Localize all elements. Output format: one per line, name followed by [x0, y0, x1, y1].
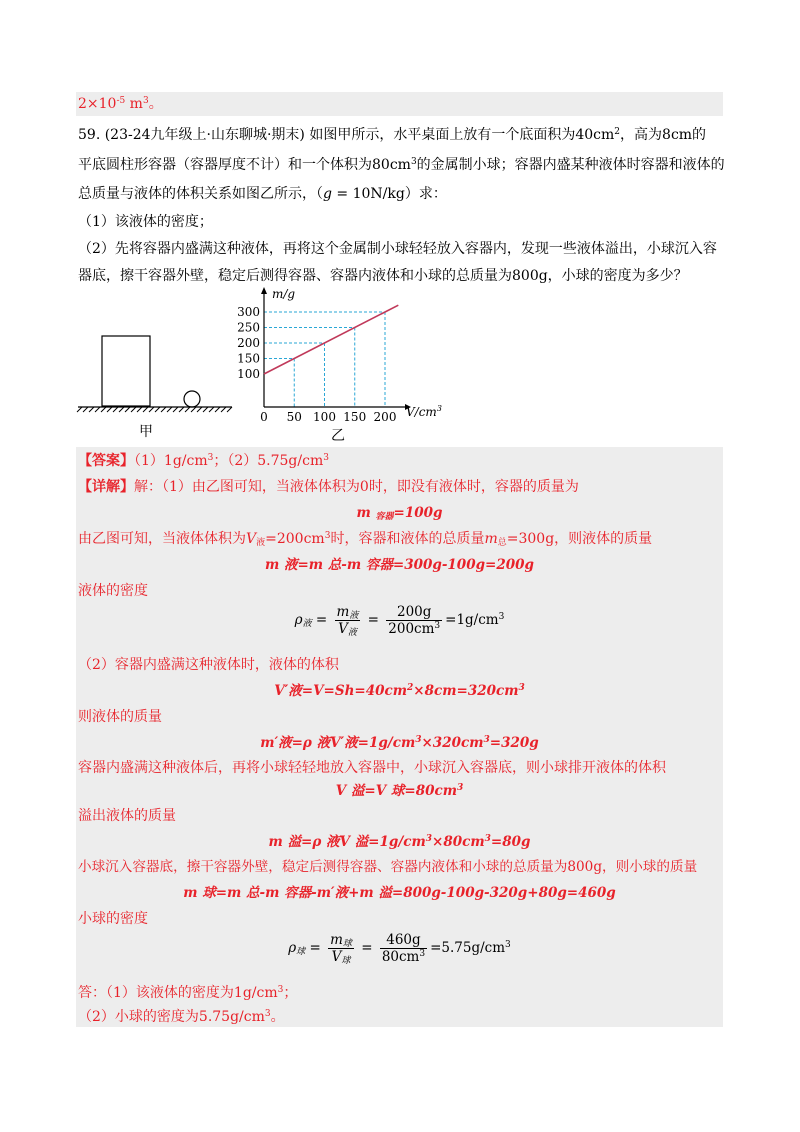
question-sub-1: （1）该液体的密度；	[78, 214, 213, 230]
detail-line-1: 【详解】解：（1）由乙图可知，当液体体积为0时，即没有液体时，容器的质量为	[78, 479, 579, 495]
density-formula-liquid: $\rho_液$ = $\frac{m_液}{V_液}$ = $\frac{200g}{200cm^3}$ $=1g/cm^3$	[294, 604, 505, 638]
answer-line: 【答案】$(1)1g/cm^3$；$(2)5.75g/cm^3$	[78, 453, 329, 469]
equation-full-volume: V′液$=V=Sh=40cm^2\times 8cm=320cm^3$	[274, 683, 525, 699]
x-tick-label: 50	[286, 410, 302, 424]
previous-answer-tail: $2\times 10^{-5}$ $m^3$。	[78, 96, 163, 112]
question-sub-2-line-1: （2）先将容器内盛满这种液体，再将这个金属制小球轻轻放入容器内，发现一些液体溢出，小球沉入容	[78, 241, 717, 257]
question-sub-2-line-2: 器底，擦干容器外壁，稳定后测得容器、容器内液体和小球的总质量为800g，小球的密度为多少？	[78, 268, 688, 284]
fraction-symbolic: $\frac{m_液}{V_液}$	[336, 604, 359, 638]
chart-ylabel: m/g	[272, 287, 296, 301]
rho-symbol: $\rho_球$	[288, 940, 306, 957]
y-tick-label: 300	[237, 305, 260, 319]
y-tick-label: 200	[237, 336, 260, 350]
y-tick-label: 250	[237, 320, 260, 335]
equation-overflow-volume: V 溢=V 球$=80cm^3$	[335, 783, 464, 799]
fraction-numeric: $\frac{200g}{200cm^3}$	[388, 604, 441, 637]
equation-overflow-mass: m 溢=ρ 液V 溢$=1g/cm^3\times 80cm^3=80g$	[268, 834, 531, 850]
detail-line-3: 液体的密度	[78, 583, 148, 599]
detail-line-4: （2）容器内盛满这种液体时，液体的体积	[78, 657, 339, 673]
fraction-symbolic: $\frac{m_球}{V_球}$	[330, 932, 352, 966]
detail-line-6: 容器内盛满这种液体后，再将小球轻轻地放入容器中，小球沉入容器底，则小球排开液体的体积	[78, 760, 666, 776]
chart-xlabel: $V/cm^3$	[406, 404, 442, 419]
container-shape	[102, 336, 150, 406]
figure-yi-chart	[230, 280, 442, 450]
final-answer-1: 答：（1）该液体的密度为$1g/cm^3$；	[78, 985, 298, 1001]
x-tick-label: 100	[313, 410, 336, 424]
detail-line-2: 由乙图可知，当液体体积为$V_液=200cm^3$时，容器和液体的总质量$m_总=300g$，则液体的质量	[78, 531, 653, 548]
x-tick-label: 200	[373, 410, 397, 424]
question-line-2: 平底圆柱形容器（容器厚度不计）和一个体积为$80cm^3$的金属制小球；容器内盛某种液体时容器和液体的	[78, 157, 725, 173]
question-line-1: 59. (23-24九年级上·山东聊城·期末) 如图甲所示，水平桌面上放有一个底面积为$40cm^2$，高为8cm的	[78, 127, 707, 143]
ball-shape	[184, 391, 200, 407]
density-formula-ball: $\rho_球$ = $\frac{m_球}{V_球}$ = $\frac{460g}{80cm^3}$ $=5.75g/cm^3$	[288, 932, 511, 966]
equation-container-mass: m $_{容器}$=100g	[356, 505, 443, 522]
final-answer-2: （2）小球的密度为$5.75g/cm^3$。	[78, 1009, 285, 1025]
detail-line-8: 小球沉入容器底，擦干容器外壁，稳定后测得容器、容器内液体和小球的总质量为800g，则小球的质量	[78, 859, 698, 875]
equation-liquid-mass: m 液=m 总-m 容器=300g-100g=200g	[265, 557, 534, 573]
detail-line-7: 溢出液体的质量	[78, 808, 176, 824]
figure-jia	[74, 330, 244, 440]
fraction-numeric: $\frac{460g}{80cm^3}$	[381, 932, 426, 965]
detail-line-5: 则液体的质量	[78, 709, 162, 725]
x-tick-label: 150	[343, 410, 367, 424]
figure-yi-label: 乙	[331, 428, 345, 444]
previous-answer-strip	[76, 92, 723, 116]
y-axis-arrow	[261, 287, 267, 294]
equation-full-liquid-mass: m′液=ρ 液V′液$=1g/cm^3\times 320cm^3=320g$	[260, 735, 539, 751]
series-line	[264, 305, 398, 374]
equation-ball-mass: m 球=m 总-m 容器-m′液+m 溢=800g-100g-320g+80g=460g	[183, 885, 616, 901]
y-tick-label: 150	[237, 351, 260, 366]
y-tick-label: 100	[237, 367, 260, 381]
figure-jia-label: 甲	[139, 424, 153, 440]
detail-line-9: 小球的密度	[78, 911, 148, 927]
table-hatching	[77, 407, 232, 412]
x-tick-label: 0	[260, 410, 268, 424]
rho-symbol: $\rho_液$	[294, 612, 312, 629]
question-line-3: 总质量与液体的体积关系如图乙所示，（g = 10N/kg）求：	[78, 186, 447, 202]
